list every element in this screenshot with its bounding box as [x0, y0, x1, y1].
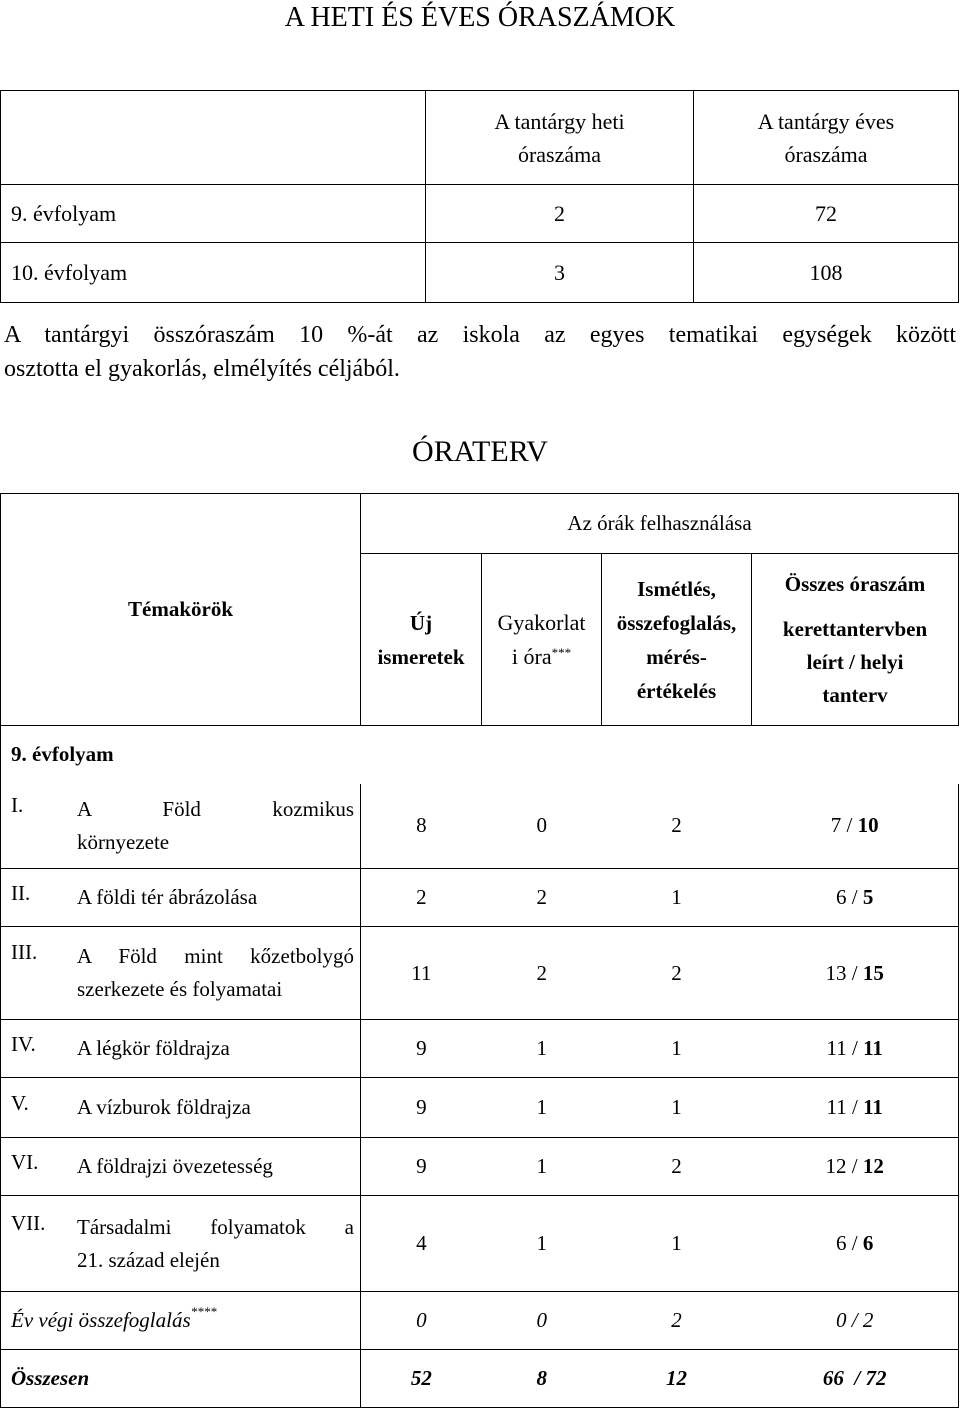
paragraph-line-1: A tantárgyi összóraszám 10 %-át az iskola az egyes tematikai egységek között — [4, 322, 956, 348]
weekly-table-header-row — [1, 91, 959, 185]
practice-value: 0 — [536, 1308, 547, 1332]
total-value: 12 / 12 — [825, 1154, 884, 1178]
practice-value: 1 — [536, 1154, 547, 1178]
values-cell — [361, 1292, 959, 1350]
review-value: 2 — [671, 813, 682, 838]
new-knowledge-value: 11 — [411, 960, 432, 985]
table-row — [1, 927, 959, 1020]
topic-cell — [1, 1078, 361, 1138]
total-row — [1, 1350, 959, 1408]
total-hours-header: Összes óraszám kerettantervben leírt / helyi tanterv — [752, 554, 959, 726]
review-value: 2 — [671, 1308, 682, 1332]
new-knowledge-value: 2 — [416, 885, 427, 909]
empty-header-cell — [1, 91, 426, 185]
section-title: ÓRATERV — [412, 435, 548, 468]
practice-value: 2 — [536, 960, 547, 985]
new-knowledge-value: 9 — [416, 1095, 427, 1119]
values-cell — [361, 784, 959, 869]
topic-cell — [1, 784, 361, 869]
values-cell — [361, 1078, 959, 1138]
topic-title-line: A légkör földrajza — [77, 1036, 230, 1060]
practice-value: 8 — [536, 1366, 547, 1390]
table-row — [1, 1196, 959, 1292]
lesson-plan-table — [0, 493, 959, 1408]
topic-number: VI. — [11, 1150, 39, 1174]
values-cell — [361, 1196, 959, 1292]
review-value: 1 — [671, 1036, 682, 1060]
practice-value: 0 — [536, 813, 547, 838]
topic-number: III. — [11, 940, 38, 964]
values-cell — [361, 1020, 959, 1078]
topic-cell — [1, 927, 361, 1020]
topic-number: IV. — [11, 1032, 36, 1056]
yearly-hours-value: 108 — [694, 243, 959, 303]
grade-label: 10. évfolyam — [1, 243, 426, 303]
topic-cell — [1, 1196, 361, 1292]
practice-value: 1 — [536, 1231, 547, 1255]
new-knowledge-value: 8 — [416, 813, 427, 838]
topic-title-line: A Föld mint kőzetbolygó — [77, 944, 354, 968]
total-value: 6 / 5 — [836, 885, 874, 909]
weekly-hours-value: 3 — [426, 243, 694, 303]
new-knowledge-value: 52 — [410, 1366, 432, 1390]
topic-title-line: környezete — [77, 829, 170, 854]
summary-row — [1, 1292, 959, 1350]
topic-number: I. — [11, 792, 24, 817]
table-row — [1, 1138, 959, 1196]
values-cell — [361, 869, 959, 927]
topic-number: VII. — [11, 1210, 46, 1235]
values-cell — [361, 1350, 959, 1408]
total-value: 66 / 72 — [822, 1366, 887, 1390]
plan-group-header-row — [1, 494, 959, 554]
new-knowledge-value: 0 — [416, 1308, 427, 1332]
topic-cell — [1, 1020, 361, 1078]
review-header: Ismétlés, összefoglalás, mérés- értékelés — [602, 554, 752, 726]
weekly-hours-value: 2 — [426, 185, 694, 243]
table-row — [1, 784, 959, 869]
yearly-hours-header: A tantárgy éves óraszáma — [694, 91, 959, 185]
total-value: 13 / 15 — [825, 960, 884, 985]
review-value: 1 — [671, 1095, 682, 1119]
review-value: 2 — [671, 1154, 682, 1178]
new-knowledge-value: 4 — [416, 1231, 427, 1255]
grade-row — [1, 726, 959, 784]
topic-number: V. — [11, 1091, 29, 1115]
values-cell — [361, 1138, 959, 1196]
total-label: Összesen — [1, 1350, 361, 1408]
new-knowledge-header: Új ismeretek — [361, 554, 482, 726]
topic-title-line: 21. század elején — [77, 1247, 220, 1272]
table-row — [1, 243, 959, 303]
topic-title-line: A vízburok földrajza — [77, 1095, 251, 1119]
total-value: 7 / 10 — [830, 813, 879, 838]
grade-label: 9. évfolyam — [1, 726, 959, 784]
practice-value: 1 — [536, 1095, 547, 1119]
total-value: 11 / 11 — [826, 1095, 883, 1119]
values-cell — [361, 927, 959, 1020]
topic-number: II. — [11, 881, 31, 905]
review-value: 1 — [671, 1231, 682, 1255]
new-knowledge-value: 9 — [416, 1036, 427, 1060]
practice-value: 2 — [536, 885, 547, 909]
topics-header: Témakörök — [1, 494, 361, 726]
paragraph-line-2: osztotta el gyakorlás, elmélyítés céljából. — [4, 356, 400, 382]
yearly-hours-value: 72 — [694, 185, 959, 243]
new-knowledge-value: 9 — [416, 1154, 427, 1178]
page-title: A HETI ÉS ÉVES ÓRASZÁMOK — [284, 2, 676, 33]
weekly-hours-table — [0, 90, 959, 303]
grade-label: 9. évfolyam — [1, 185, 426, 243]
table-row — [1, 1020, 959, 1078]
review-value: 12 — [666, 1366, 687, 1390]
table-row — [1, 1078, 959, 1138]
review-value: 2 — [671, 960, 682, 985]
practice-value: 1 — [536, 1036, 547, 1060]
total-value: 11 / 11 — [826, 1036, 883, 1060]
table-row — [1, 869, 959, 927]
topic-title-line: Társadalmi folyamatok a — [77, 1214, 354, 1239]
summary-label: Év végi összefoglalás**** — [1, 1292, 361, 1350]
topic-cell — [1, 869, 361, 927]
topic-title-line: A földrajzi övezetesség — [77, 1154, 273, 1178]
footnote-marker: **** — [190, 1304, 217, 1319]
footnote-marker: *** — [551, 644, 572, 660]
usage-group-header: Az órák felhasználása — [361, 494, 959, 554]
table-row — [1, 185, 959, 243]
weekly-hours-header: A tantárgy heti óraszáma — [426, 91, 694, 185]
total-value: 0 / 2 — [836, 1308, 874, 1332]
total-value: 6 / 6 — [836, 1231, 874, 1255]
topic-title-line: A Föld kozmikus — [77, 796, 354, 821]
practice-header: Gyakorlat i óra*** — [482, 554, 602, 726]
topic-title-line: szerkezete és folyamatai — [77, 977, 283, 1001]
review-value: 1 — [671, 885, 682, 909]
topic-title-line: A földi tér ábrázolása — [77, 885, 258, 909]
topic-cell — [1, 1138, 361, 1196]
